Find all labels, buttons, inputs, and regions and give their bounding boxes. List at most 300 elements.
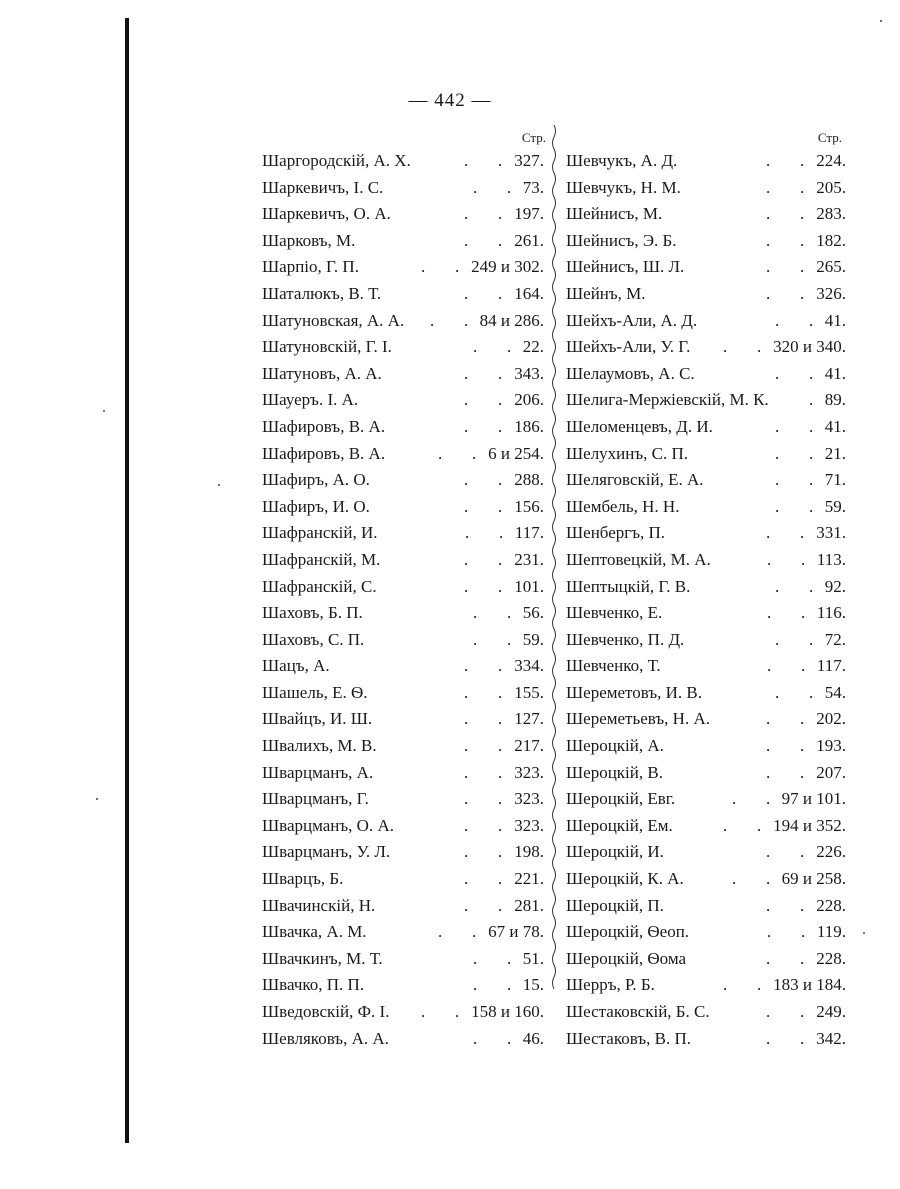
- entry-page-reference: 101.: [514, 576, 544, 596]
- entry-page-reference: 117.: [816, 656, 846, 676]
- leader-dot: .: [732, 869, 737, 889]
- entry-page-reference: 343.: [514, 363, 544, 383]
- left-index-entry: [262, 893, 544, 920]
- right-index-entry: [566, 1026, 846, 1053]
- left-index-entry: [262, 201, 544, 228]
- entry-name: Швачинскій, Н.: [262, 895, 376, 915]
- entry-page-reference: 67 и 78.: [488, 922, 544, 942]
- entry-page-reference: 206.: [514, 390, 544, 410]
- entry-page-reference: 15.: [522, 975, 544, 995]
- entry-name: Шварцманъ, О. А.: [262, 815, 394, 835]
- leader-dot: .: [430, 310, 435, 330]
- entry-name: Шероцкій, Ѳома: [566, 948, 687, 968]
- leader-dot: .: [809, 390, 814, 410]
- entry-page-reference: 288.: [514, 470, 544, 490]
- leader-dot: .: [465, 523, 470, 543]
- left-index-entry: [262, 441, 544, 468]
- leader-dot: .: [767, 549, 772, 569]
- left-index-entry: [262, 547, 544, 574]
- left-index-entry: [262, 520, 544, 547]
- leader-dot: .: [800, 204, 805, 224]
- leader-dot: .: [775, 496, 780, 516]
- entry-page-reference: 320 и 340.: [773, 337, 846, 357]
- entry-name: Шарковъ, М.: [262, 230, 356, 250]
- entry-name: Шевчукъ, А. Д.: [566, 151, 678, 170]
- leader-dot: .: [800, 762, 805, 782]
- leader-dot: .: [498, 230, 503, 250]
- right-index-entry: [566, 361, 846, 388]
- entry-page-reference: 156.: [514, 496, 544, 516]
- leader-dot: .: [800, 177, 805, 197]
- leader-dot: .: [473, 975, 478, 995]
- left-index-entry: [262, 813, 544, 840]
- entry-page-reference: 327.: [514, 151, 544, 170]
- entry-page-reference: 117.: [514, 523, 544, 543]
- entry-name: Шембель, Н. Н.: [566, 496, 680, 516]
- left-index-entry: [262, 919, 544, 946]
- left-index-entry: [262, 494, 544, 521]
- entry-name: Шереметовъ, И. В.: [566, 682, 703, 702]
- right-index-entry: [566, 254, 846, 281]
- leader-dot: .: [766, 283, 771, 303]
- leader-dot: .: [473, 603, 478, 623]
- entry-name: Шероцкій, А.: [566, 736, 664, 756]
- entry-name: Шаховъ, Б. П.: [262, 603, 363, 623]
- right-index-column: [566, 148, 846, 1052]
- leader-dot: .: [507, 975, 512, 995]
- entry-page-reference: 326.: [816, 283, 846, 303]
- leader-dot: .: [473, 1028, 478, 1048]
- left-index-entry: [262, 254, 544, 281]
- right-index-entry: [566, 972, 846, 999]
- left-index-entry: [262, 148, 544, 175]
- leader-dot: .: [800, 1028, 805, 1048]
- leader-dot: .: [498, 283, 503, 303]
- entry-page-reference: 116.: [816, 603, 846, 623]
- left-index-entry: [262, 361, 544, 388]
- scan-speck: [96, 798, 98, 800]
- entry-page-reference: 46.: [522, 1028, 544, 1048]
- leader-dot: .: [464, 310, 469, 330]
- left-index-entry: [262, 175, 544, 202]
- leader-dot: .: [464, 283, 469, 303]
- right-index-entry: [566, 547, 846, 574]
- right-index-entry: [566, 893, 846, 920]
- leader-dot: .: [507, 948, 512, 968]
- leader-dot: .: [499, 523, 504, 543]
- entry-name: Шацъ, А.: [262, 656, 330, 676]
- leader-dot: .: [775, 416, 780, 436]
- entry-name: Шафировъ, В. А.: [262, 443, 386, 463]
- entry-page-reference: 283.: [816, 204, 846, 224]
- leader-dot: .: [464, 496, 469, 516]
- leader-dot: .: [464, 204, 469, 224]
- entry-name: Шафранскій, С.: [262, 576, 377, 596]
- entry-page-reference: 54.: [824, 682, 846, 702]
- entry-page-reference: 197.: [514, 204, 544, 224]
- entry-name: Шелухинъ, С. П.: [566, 443, 689, 463]
- entry-page-reference: 97 и 101.: [781, 789, 846, 809]
- leader-dot: .: [732, 789, 737, 809]
- entry-page-reference: 205.: [816, 177, 846, 197]
- left-index-entry: [262, 760, 544, 787]
- leader-dot: .: [766, 762, 771, 782]
- column-divider: [550, 125, 558, 1070]
- scan-speck: [863, 932, 865, 934]
- entry-page-reference: 183 и 184.: [773, 975, 846, 995]
- right-index-entry: [566, 946, 846, 973]
- scan-speck: [103, 410, 105, 412]
- leader-dot: .: [801, 922, 806, 942]
- leader-dot: .: [723, 815, 728, 835]
- leader-dot: .: [498, 549, 503, 569]
- entry-name: Шенбергъ, П.: [566, 523, 666, 543]
- entry-page-reference: 41.: [824, 416, 846, 436]
- entry-name: Шаргородскій, А. Х.: [262, 151, 411, 170]
- leader-dot: .: [800, 257, 805, 277]
- entry-page-reference: 84 и 286.: [479, 310, 544, 330]
- leader-dot: .: [800, 948, 805, 968]
- entry-name: Шептовецкій, М. А.: [566, 549, 711, 569]
- leader-dot: .: [498, 895, 503, 915]
- entry-page-reference: 231.: [514, 549, 544, 569]
- leader-dot: .: [507, 177, 512, 197]
- leader-dot: .: [809, 443, 814, 463]
- scan-speck: [218, 484, 220, 486]
- leader-dot: .: [801, 603, 806, 623]
- entry-page-reference: 59.: [824, 496, 846, 516]
- entry-name: Шероцкій, Евг.: [566, 789, 676, 809]
- entry-name: Шероцкій, В.: [566, 762, 663, 782]
- left-index-entry: [262, 972, 544, 999]
- leader-dot: .: [723, 337, 728, 357]
- leader-dot: .: [767, 603, 772, 623]
- entry-page-reference: 113.: [816, 549, 846, 569]
- left-index-entry: [262, 334, 544, 361]
- leader-dot: .: [438, 922, 443, 942]
- leader-dot: .: [800, 842, 805, 862]
- left-index-entry: [262, 706, 544, 733]
- leader-dot: .: [498, 470, 503, 490]
- leader-dot: .: [766, 1028, 771, 1048]
- leader-dot: .: [775, 576, 780, 596]
- leader-dot: .: [421, 257, 426, 277]
- leader-dot: .: [800, 151, 805, 170]
- entry-page-reference: 265.: [816, 257, 846, 277]
- right-index-entry: [566, 733, 846, 760]
- entry-name: Шаховъ, С. П.: [262, 629, 365, 649]
- entry-name: Шауеръ. І. А.: [262, 390, 359, 410]
- leader-dot: .: [800, 230, 805, 250]
- leader-dot: .: [464, 151, 469, 170]
- leader-dot: .: [775, 363, 780, 383]
- leader-dot: .: [464, 656, 469, 676]
- leader-dot: .: [464, 842, 469, 862]
- entry-name: Шейхъ-Али, А. Д.: [566, 310, 698, 330]
- entry-page-reference: 127.: [514, 709, 544, 729]
- entry-name: Шероцкій, П.: [566, 895, 664, 915]
- entry-name: Шестаковъ, В. П.: [566, 1028, 692, 1048]
- entry-name: Шатуновскій, Г. І.: [262, 337, 392, 357]
- right-index-entry: [566, 574, 846, 601]
- right-index-entry: [566, 175, 846, 202]
- leader-dot: .: [809, 496, 814, 516]
- leader-dot: .: [757, 815, 762, 835]
- left-index-entry: [262, 627, 544, 654]
- entry-name: Шатуновъ, А. А.: [262, 363, 382, 383]
- right-index-entry: [566, 866, 846, 893]
- entry-name: Швачко, П. П.: [262, 975, 365, 995]
- entry-page-reference: 334.: [514, 656, 544, 676]
- entry-name: Шероцкій, И.: [566, 842, 664, 862]
- entry-name: Шевляковъ, А. А.: [262, 1028, 389, 1048]
- right-index-entry: [566, 494, 846, 521]
- entry-page-reference: 228.: [816, 895, 846, 915]
- left-index-entry: [262, 946, 544, 973]
- entry-name: Шероцкій, Ем.: [566, 815, 673, 835]
- right-index-entry: [566, 760, 846, 787]
- left-index-entry: [262, 467, 544, 494]
- leader-dot: .: [507, 603, 512, 623]
- entry-name: Шатуновская, А. А.: [262, 310, 405, 330]
- leader-dot: .: [766, 204, 771, 224]
- leader-dot: .: [498, 709, 503, 729]
- leader-dot: .: [775, 470, 780, 490]
- leader-dot: .: [473, 948, 478, 968]
- entry-name: Шевчукъ, Н. М.: [566, 177, 681, 197]
- entry-name: Шварцманъ, У. Л.: [262, 842, 391, 862]
- right-index-entry: [566, 308, 846, 335]
- right-index-entry: [566, 467, 846, 494]
- leader-dot: .: [775, 310, 780, 330]
- leader-dot: .: [809, 363, 814, 383]
- leader-dot: .: [464, 363, 469, 383]
- entry-page-reference: 323.: [514, 815, 544, 835]
- entry-page-reference: 41.: [824, 310, 846, 330]
- entry-name: Шевченко, П. Д.: [566, 629, 685, 649]
- entry-page-reference: 182.: [816, 230, 846, 250]
- leader-dot: .: [809, 416, 814, 436]
- leader-dot: .: [775, 443, 780, 463]
- entry-name: Шейнисъ, М.: [566, 204, 663, 224]
- right-index-entry: [566, 919, 846, 946]
- entry-page-reference: 59.: [522, 629, 544, 649]
- entry-page-reference: 221.: [514, 869, 544, 889]
- leader-dot: .: [766, 709, 771, 729]
- right-index-entry: [566, 813, 846, 840]
- right-index-entry: [566, 520, 846, 547]
- entry-name: Шведовскій, Ф. І.: [262, 1002, 390, 1021]
- right-index-entry: [566, 334, 846, 361]
- entry-page-reference: 342.: [816, 1028, 846, 1048]
- entry-name: Шафиръ, А. О.: [262, 470, 370, 490]
- entry-name: Шероцкій, Ѳеоп.: [566, 922, 690, 942]
- left-index-entry: [262, 600, 544, 627]
- entry-page-reference: 71.: [824, 470, 846, 490]
- right-index-entry: [566, 786, 846, 813]
- entry-name: Шеломенцевъ, Д. И.: [566, 416, 713, 436]
- leader-dot: .: [800, 523, 805, 543]
- entry-page-reference: 228.: [816, 948, 846, 968]
- entry-page-reference: 207.: [816, 762, 846, 782]
- leader-dot: .: [767, 656, 772, 676]
- leader-dot: .: [809, 576, 814, 596]
- entry-page-reference: 224.: [816, 151, 846, 170]
- entry-page-reference: 69 и 258.: [781, 869, 846, 889]
- leader-dot: .: [498, 151, 503, 170]
- leader-dot: .: [498, 576, 503, 596]
- right-index-entry: [566, 281, 846, 308]
- leader-dot: .: [472, 443, 477, 463]
- right-index-entry: [566, 600, 846, 627]
- leader-dot: .: [766, 948, 771, 968]
- leader-dot: .: [464, 895, 469, 915]
- entry-name: Шейнъ, М.: [566, 283, 646, 303]
- entry-name: Шафировъ, В. А.: [262, 416, 386, 436]
- right-index-entry: [566, 706, 846, 733]
- entry-page-reference: 22.: [522, 337, 544, 357]
- leader-dot: .: [801, 549, 806, 569]
- entry-name: Шафранскій, И.: [262, 523, 378, 543]
- entry-name: Шевченко, Е.: [566, 603, 663, 623]
- entry-name: Шаталюкъ, В. Т.: [262, 283, 382, 303]
- entry-page-reference: 249.: [816, 1002, 846, 1021]
- left-index-entry: [262, 866, 544, 893]
- entry-name: Шерръ, Р. Б.: [566, 975, 655, 995]
- entry-name: Шварцманъ, А.: [262, 762, 374, 782]
- entry-page-reference: 158 и 160.: [471, 1002, 544, 1021]
- entry-page-reference: 155.: [514, 682, 544, 702]
- entry-page-reference: 331.: [816, 523, 846, 543]
- leader-dot: .: [766, 151, 771, 170]
- page-number: — 442 —: [408, 90, 492, 111]
- entry-page-reference: 249 и 302.: [471, 257, 544, 277]
- leader-dot: .: [464, 416, 469, 436]
- entry-page-reference: 323.: [514, 789, 544, 809]
- entry-page-reference: 193.: [816, 736, 846, 756]
- leader-dot: .: [498, 363, 503, 383]
- entry-name: Шафиръ, И. О.: [262, 496, 370, 516]
- leader-dot: .: [766, 869, 771, 889]
- scan-speck: [880, 20, 882, 22]
- leader-dot: .: [766, 177, 771, 197]
- entry-name: Шварцманъ, Г.: [262, 789, 369, 809]
- left-index-entry: [262, 653, 544, 680]
- left-index-entry: [262, 839, 544, 866]
- leader-dot: .: [464, 470, 469, 490]
- entry-name: Швачка, А. М.: [262, 922, 367, 942]
- leader-dot: .: [498, 204, 503, 224]
- leader-dot: .: [498, 390, 503, 410]
- right-index-entry: [566, 387, 846, 414]
- leader-dot: .: [766, 895, 771, 915]
- leader-dot: .: [809, 682, 814, 702]
- leader-dot: .: [809, 470, 814, 490]
- leader-dot: .: [507, 337, 512, 357]
- leader-dot: .: [421, 1002, 426, 1021]
- leader-dot: .: [472, 922, 477, 942]
- leader-dot: .: [498, 815, 503, 835]
- leader-dot: .: [464, 709, 469, 729]
- entry-name: Шелаумовъ, А. С.: [566, 363, 695, 383]
- leader-dot: .: [766, 789, 771, 809]
- leader-dot: .: [464, 789, 469, 809]
- entry-name: Шарпіо, Г. П.: [262, 257, 359, 277]
- entry-page-reference: 6 и 254.: [488, 443, 544, 463]
- left-index-entry: [262, 999, 544, 1026]
- right-index-entry: [566, 999, 846, 1026]
- left-index-entry: [262, 414, 544, 441]
- leader-dot: .: [775, 682, 780, 702]
- entry-page-reference: 72.: [824, 629, 846, 649]
- leader-dot: .: [800, 1002, 805, 1021]
- entry-name: Шереметьевъ, Н. А.: [566, 709, 710, 729]
- entry-name: Шевченко, Т.: [566, 656, 661, 676]
- entry-page-reference: 202.: [816, 709, 846, 729]
- leader-dot: .: [800, 736, 805, 756]
- leader-dot: .: [473, 629, 478, 649]
- binding-line: [125, 18, 129, 1143]
- leader-dot: .: [464, 762, 469, 782]
- entry-page-reference: 41.: [824, 363, 846, 383]
- right-index-entry: [566, 228, 846, 255]
- entry-name: Шероцкій, К. А.: [566, 869, 684, 889]
- right-index-entry: [566, 414, 846, 441]
- leader-dot: .: [809, 310, 814, 330]
- entry-page-reference: 56.: [522, 603, 544, 623]
- leader-dot: .: [507, 1028, 512, 1048]
- right-index-entry: [566, 653, 846, 680]
- entry-page-reference: 226.: [816, 842, 846, 862]
- entry-page-reference: 323.: [514, 762, 544, 782]
- left-column-header: Стр.: [521, 130, 546, 145]
- left-index-entry: [262, 786, 544, 813]
- leader-dot: .: [455, 257, 460, 277]
- entry-page-reference: 198.: [514, 842, 544, 862]
- entry-name: Швайцъ, И. Ш.: [262, 709, 373, 729]
- entry-page-reference: 281.: [514, 895, 544, 915]
- entry-page-reference: 217.: [514, 736, 544, 756]
- leader-dot: .: [800, 709, 805, 729]
- leader-dot: .: [498, 842, 503, 862]
- right-index-entry: [566, 839, 846, 866]
- leader-dot: .: [498, 656, 503, 676]
- entry-page-reference: 89.: [824, 390, 846, 410]
- entry-name: Швалихъ, М. В.: [262, 736, 377, 756]
- leader-dot: .: [766, 1002, 771, 1021]
- leader-dot: .: [757, 975, 762, 995]
- leader-dot: .: [498, 416, 503, 436]
- leader-dot: .: [723, 975, 728, 995]
- leader-dot: .: [498, 496, 503, 516]
- leader-dot: .: [464, 682, 469, 702]
- right-index-entry: [566, 148, 846, 175]
- leader-dot: .: [438, 443, 443, 463]
- entry-page-reference: 21.: [824, 443, 846, 463]
- entry-name: Шафранскій, М.: [262, 549, 381, 569]
- entry-page-reference: 73.: [522, 177, 544, 197]
- leader-dot: .: [757, 337, 762, 357]
- entry-page-reference: 261.: [514, 230, 544, 250]
- entry-page-reference: 92.: [824, 576, 846, 596]
- left-index-entry: [262, 387, 544, 414]
- entry-page-reference: 194 и 352.: [773, 815, 846, 835]
- leader-dot: .: [507, 629, 512, 649]
- leader-dot: .: [498, 682, 503, 702]
- entry-name: Шеляговскій, Е. А.: [566, 470, 704, 490]
- entry-name: Шейнисъ, Э. Б.: [566, 230, 677, 250]
- entry-name: Шейнисъ, Ш. Л.: [566, 257, 685, 277]
